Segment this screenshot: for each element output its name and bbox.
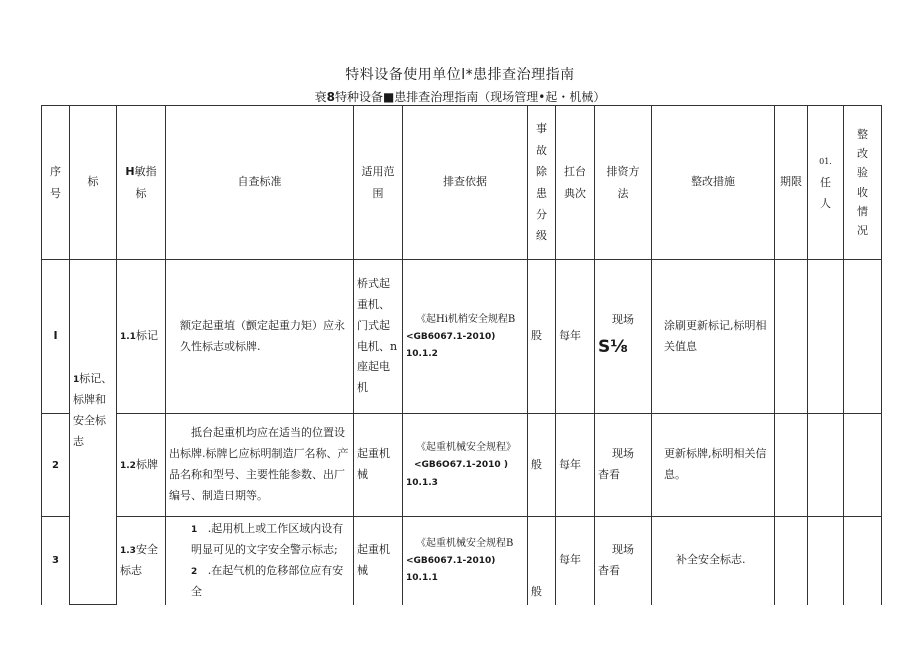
row-measure: 涂刷更新标记,标明相关值息 <box>652 260 775 414</box>
row-frequency: 每年 <box>556 414 595 517</box>
row-basis: 《起Hi机梢安全规程B <GB6067.1-2010) 10.1.2 <box>403 260 528 414</box>
group-cell <box>70 260 117 605</box>
row-level: 般 <box>528 517 556 605</box>
header-person: 01. 任 人 <box>808 106 844 260</box>
row-deadline <box>775 414 808 517</box>
row-scope: 起重机械 <box>354 517 403 605</box>
row-person <box>808 414 844 517</box>
document-title: 特料设备使用单位l*患排查治理指南 <box>345 67 575 83</box>
caption-number: 8 <box>326 90 335 104</box>
table-caption <box>0 88 920 105</box>
row-scope: 桥式起重机、门式起电机、n座起电机 <box>354 260 403 414</box>
header-frequency: 扛台 典次 <box>556 106 595 260</box>
group-label: 标记、标牌和安全标志 <box>73 372 113 448</box>
row-level: 般 <box>528 414 556 517</box>
row-method: 现场 杳看 <box>595 414 652 517</box>
row-basis: 《起重机械安全规程B <GB6067.1-2010) 10.1.1 <box>403 517 528 605</box>
row-person <box>808 260 844 414</box>
row-frequency: 每年 <box>556 260 595 414</box>
row-acceptance <box>844 260 882 414</box>
hazard-checklist-table <box>41 105 882 605</box>
header-deadline: 期限 <box>775 106 808 260</box>
table-row <box>42 414 882 517</box>
row-item: 1.3安全标志 <box>117 517 166 605</box>
row-standard: 1 .起用机上或工作区域内设有明显可见的文字安全警示标志; 2 .在起气机的危移部位应有安全 <box>166 517 354 605</box>
caption-text: 特种设备■患排查治理指南（现场管理•起・机械） <box>334 90 606 104</box>
row-scope: 起重机械 <box>354 414 403 517</box>
row-standard: 抵台起重机均应在适当的位置设出标牌.标牌匕应标明制造厂名称、产品名称和型号、主要性能参数、出厂编号、制造日期等。 <box>166 414 354 517</box>
row-level: 股 <box>528 260 556 414</box>
row-seq: 3 <box>42 517 70 605</box>
header-hazard-level: 事故 除患 分级 <box>528 106 556 260</box>
row-deadline <box>775 260 808 414</box>
header-mark: 标 <box>70 106 117 260</box>
row-person <box>808 517 844 605</box>
row-method: 现场 杳看 <box>595 517 652 605</box>
header-method: 排资方 法 <box>595 106 652 260</box>
row-measure: 更新标牌,标明相关信息。 <box>652 414 775 517</box>
row-standard: 额定起重埴（颤定起重力矩）应永久性标志或标牌. <box>166 260 354 414</box>
row-measure: 补全安全标志. <box>652 517 775 605</box>
row-acceptance <box>844 414 882 517</box>
row-basis: 《起重机械安全规程》 <GB6O67.1-2010 ) 10.1.3 <box>403 414 528 517</box>
header-acceptance: 整 改 验 收 情 况 <box>844 106 882 260</box>
row-frequency: 每年 <box>556 517 595 605</box>
header-row <box>42 106 882 260</box>
row-deadline <box>775 517 808 605</box>
group-number: 1 <box>73 375 80 386</box>
row-seq: 2 <box>42 414 70 517</box>
header-measures: 整改措施 <box>652 106 775 260</box>
row-item: 1.1标记 <box>117 260 166 414</box>
header-seq: 序 号 <box>42 106 70 260</box>
header-level2: H敏指 标 <box>117 106 166 260</box>
header-scope: 适用范 围 <box>354 106 403 260</box>
row-acceptance <box>844 517 882 605</box>
table-row <box>42 517 882 605</box>
caption-prefix: 衰 <box>314 90 327 104</box>
row-item: 1.2标牌 <box>117 414 166 517</box>
header-basis: 排查依据 <box>403 106 528 260</box>
row-method: 现场 S⅛ <box>595 260 652 414</box>
table-row <box>42 260 882 414</box>
row-seq: I <box>42 260 70 414</box>
header-standard: 自查标准 <box>166 106 354 260</box>
